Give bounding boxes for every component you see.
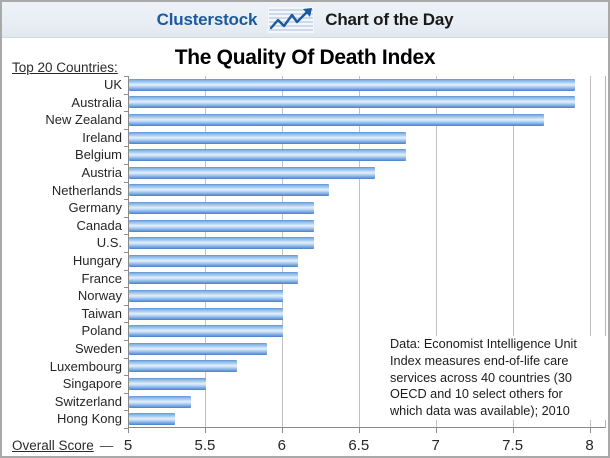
y-axis-tick — [124, 358, 128, 359]
category-label: New Zealand — [45, 112, 122, 128]
annotation-line: Index measures end-of-life care — [390, 353, 569, 368]
bar-france — [129, 272, 298, 284]
category-label: Poland — [81, 323, 122, 339]
x-axis-tick-label: 7 — [431, 437, 440, 454]
category-label: Luxembourg — [49, 358, 122, 374]
bar-ireland — [129, 132, 406, 144]
annotation-line: Data: Economist Intelligence Unit — [390, 337, 577, 351]
category-label: Hong Kong — [56, 411, 122, 427]
bar-austria — [129, 167, 375, 179]
x-axis-tick — [128, 428, 129, 433]
bar-hong-kong — [129, 413, 175, 425]
header — [2, 2, 608, 38]
y-axis-tick — [124, 375, 128, 376]
y-axis-tick — [124, 340, 128, 341]
x-axis-tick — [205, 428, 206, 433]
annotation-line: services across 40 countries (30 — [390, 370, 572, 385]
y-axis-tick — [124, 129, 128, 130]
bar-norway — [129, 290, 283, 302]
category-label: Sweden — [75, 341, 122, 356]
category-label: Netherlands — [51, 182, 122, 198]
y-axis-tick — [124, 217, 128, 218]
y-axis-tick — [124, 252, 128, 253]
y-axis-tick — [124, 111, 128, 112]
x-axis-tick-label: 8 — [585, 437, 594, 454]
y-axis-tick — [124, 393, 128, 394]
bar-new-zealand — [129, 114, 544, 126]
bar-netherlands — [129, 184, 329, 196]
y-axis-tick — [124, 76, 128, 77]
y-axis-tick — [124, 305, 128, 306]
category-label: Singapore — [62, 376, 122, 392]
bar-belgium — [129, 149, 406, 161]
category-label: Australia — [71, 94, 122, 110]
x-axis-tick-label: 6.5 — [348, 437, 370, 454]
x-axis-tick-label: 5 — [123, 437, 133, 454]
bar-u-s- — [129, 237, 314, 249]
bar-uk — [129, 79, 575, 91]
brand-name: Clusterstock — [156, 9, 258, 29]
y-axis-tick — [124, 322, 128, 323]
bar-luxembourg — [129, 360, 237, 372]
category-label: France — [81, 270, 122, 286]
y-axis-tick — [124, 410, 128, 411]
category-label: U.S. — [96, 235, 122, 251]
category-label: Switzerland — [54, 393, 122, 409]
line-chart-icon — [268, 7, 314, 33]
x-axis-tick — [282, 428, 283, 433]
bar-switzerland — [129, 396, 191, 408]
gridline-6 — [282, 76, 283, 427]
y-axis-tick — [124, 164, 128, 165]
category-label: Hungary — [72, 253, 122, 268]
category-label: Taiwan — [81, 305, 122, 321]
category-label: Norway — [77, 288, 122, 304]
x-axis-tick-label: 6 — [277, 437, 287, 454]
y-axis-tick — [124, 146, 128, 147]
x-axis-caption-dash: — — [99, 438, 114, 453]
source-annotation — [390, 336, 606, 420]
annotation-line: OECD and 10 select others for — [390, 387, 563, 402]
header-title: Chart of the Day — [325, 9, 454, 29]
y-axis-tick — [124, 234, 128, 235]
category-label: Belgium — [75, 147, 122, 163]
bar-poland — [129, 325, 283, 337]
category-label: Ireland — [82, 129, 122, 145]
x-axis-tick — [359, 428, 360, 433]
bar-germany — [129, 202, 314, 214]
y-axis-tick — [124, 199, 128, 200]
gridline-5.5 — [205, 76, 206, 427]
y-axis-tick — [124, 270, 128, 271]
category-label: Canada — [76, 217, 122, 233]
x-axis-tick-label: 7.5 — [502, 437, 524, 454]
category-label: Austria — [81, 165, 122, 180]
y-axis-tick — [124, 287, 128, 288]
x-axis-tick — [590, 428, 591, 433]
x-axis-tick-label: 5.5 — [194, 437, 216, 454]
category-label: Germany — [68, 200, 122, 216]
bar-canada — [129, 220, 314, 232]
x-axis-tick — [513, 428, 514, 433]
x-axis-caption — [12, 438, 113, 453]
top-countries-label: Top 20 Countries: — [12, 60, 118, 75]
bar-australia — [129, 96, 575, 108]
bar-sweden — [129, 343, 267, 355]
bar-taiwan — [129, 308, 283, 320]
gridline-6.5 — [359, 76, 360, 427]
x-axis-caption-text: Overall Score — [12, 438, 94, 453]
y-axis-tick — [124, 182, 128, 183]
y-axis-tick — [124, 94, 128, 95]
chart-title: The Quality Of Death Index — [174, 46, 436, 69]
bar-singapore — [129, 378, 206, 390]
x-axis-tick — [436, 428, 437, 433]
category-label: UK — [103, 77, 122, 92]
category-labels — [2, 76, 122, 428]
annotation-line: which data was available); 2010 — [390, 404, 570, 419]
bar-hungary — [129, 255, 298, 267]
